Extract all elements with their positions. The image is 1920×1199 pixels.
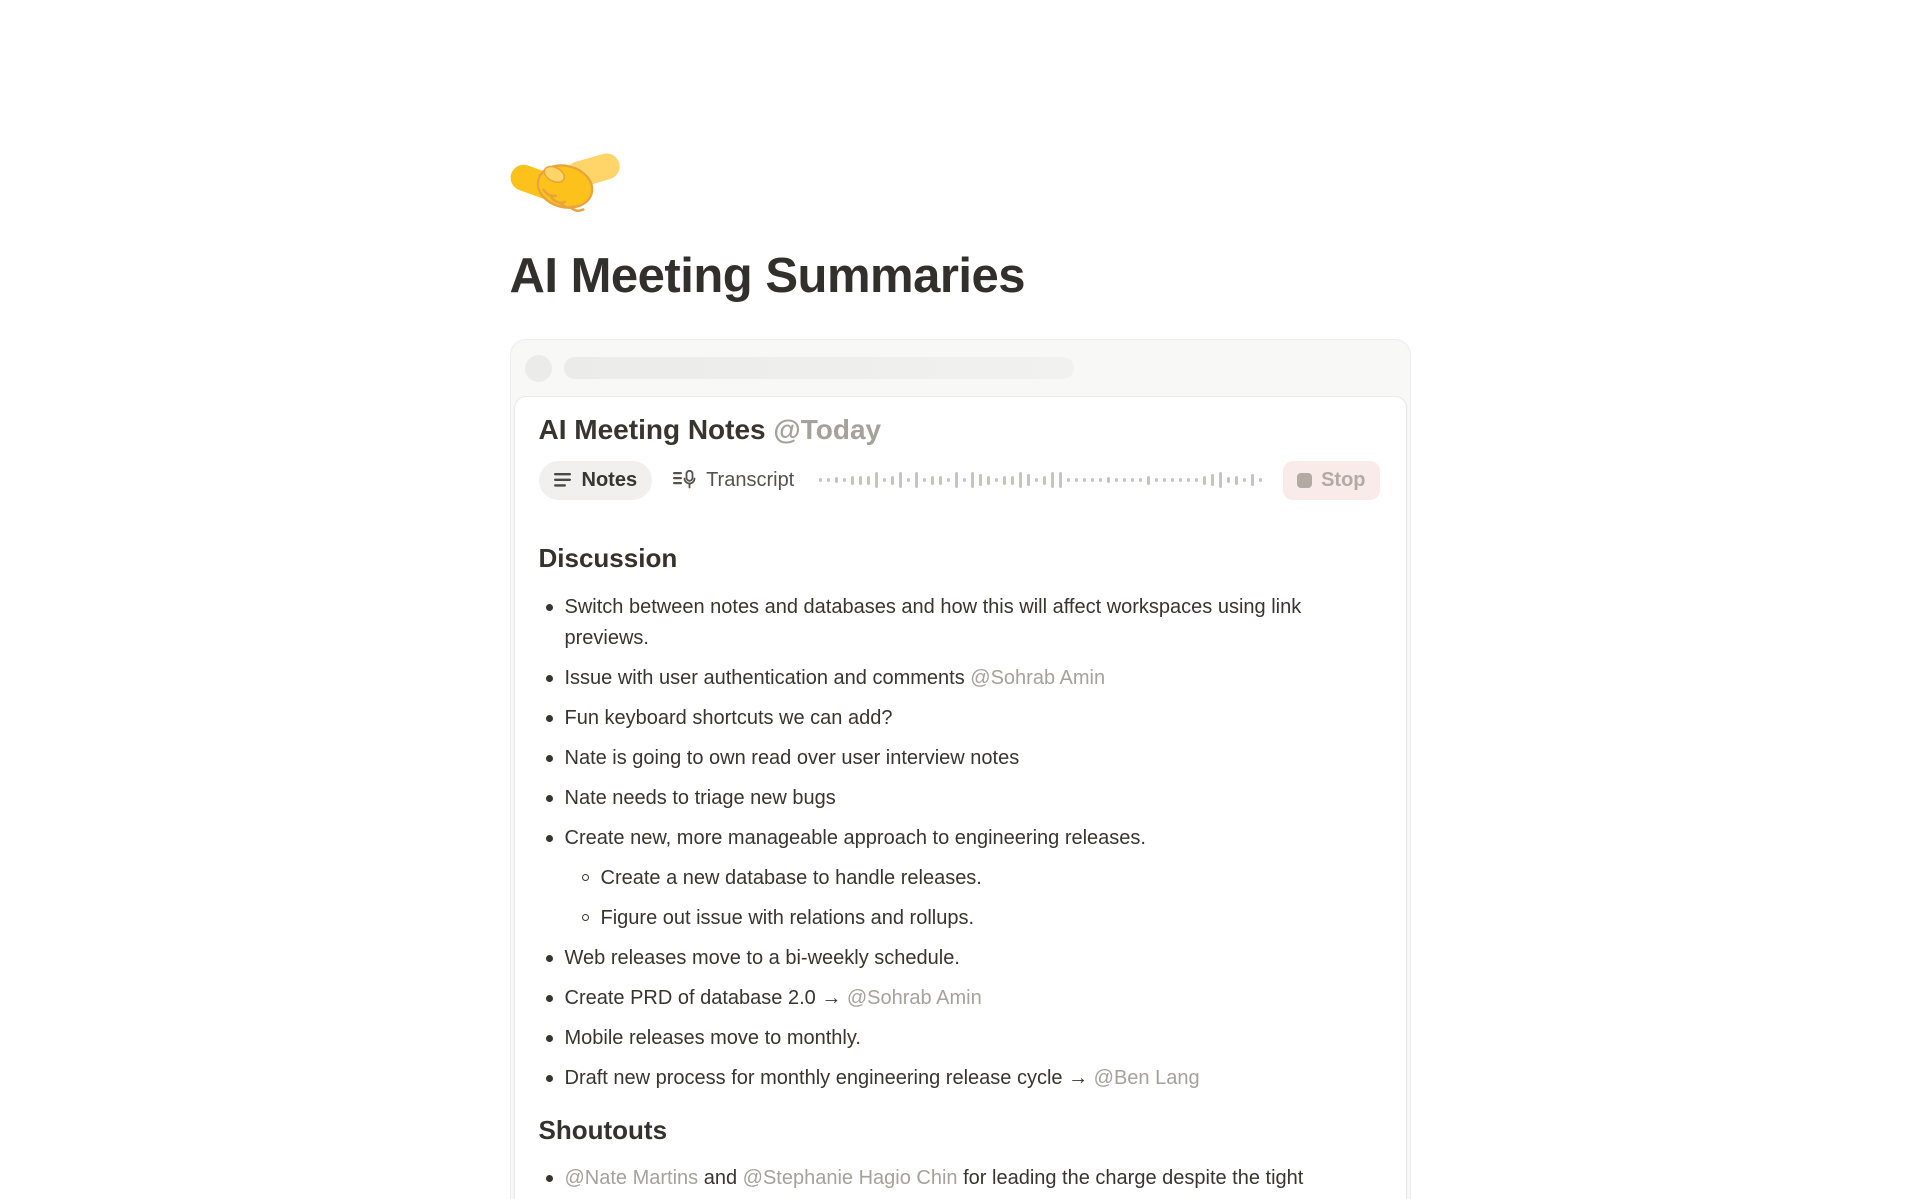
user-mention[interactable]: @Nate Martins	[564, 1167, 699, 1190]
disc-bullet-icon	[539, 663, 565, 694]
wave-bar	[867, 476, 870, 485]
page-icon[interactable]	[510, 136, 1411, 228]
wave-bar	[1163, 478, 1166, 482]
list-item-text	[565, 1063, 1380, 1094]
tab-transcript-label: Transcript	[706, 468, 795, 491]
wave-bar	[1235, 476, 1238, 485]
card-body	[539, 542, 1380, 1198]
transcript-mic-icon	[673, 470, 697, 490]
list-item	[539, 979, 1380, 1018]
audio-waveform	[819, 470, 1265, 490]
list-item-text	[565, 663, 1380, 694]
disc-bullet-icon	[539, 1063, 565, 1094]
wave-bar	[1107, 477, 1110, 483]
list-item-text	[565, 823, 1380, 854]
wave-bar	[1171, 478, 1174, 482]
wave-bar	[1179, 478, 1182, 482]
wave-bar	[859, 476, 862, 485]
wave-bar	[1051, 472, 1054, 488]
text-segment: Create a new database to handle releases.	[600, 866, 982, 889]
list-item-text	[565, 983, 1380, 1014]
wave-bar	[955, 472, 958, 488]
wave-bar	[971, 472, 974, 488]
card-title-text: AI Meeting Notes	[538, 414, 766, 446]
wave-bar	[1059, 472, 1062, 488]
list-item-text	[601, 903, 1380, 934]
user-mention[interactable]: @Sohrab Amin	[970, 666, 1106, 689]
wave-bar	[1211, 474, 1214, 486]
text-segment: Create new, more manageable approach to engineering releases.	[564, 826, 1146, 849]
text-segment: Nate is going to own read over user interview notes	[564, 746, 1020, 769]
wave-bar	[1227, 477, 1230, 483]
wave-bar	[1075, 478, 1078, 482]
circle-bullet-icon	[575, 903, 601, 934]
wave-bar	[1259, 478, 1262, 482]
list-item	[539, 739, 1380, 778]
list-item	[575, 859, 1380, 898]
wave-bar	[987, 476, 990, 485]
wave-bar	[1003, 476, 1006, 485]
page-title: AI Meeting Summaries	[509, 249, 1026, 303]
text-segment: and	[698, 1167, 743, 1190]
wave-bar	[1019, 472, 1022, 488]
wave-bar	[1067, 478, 1070, 482]
wave-bar	[899, 472, 902, 488]
text-segment: Draft new process for monthly engineering release cycle →	[564, 1066, 1094, 1089]
wave-bar	[851, 476, 854, 485]
card-toolbar	[539, 460, 1380, 500]
skeleton-avatar	[525, 355, 552, 382]
list-item-text	[565, 743, 1380, 774]
wave-bar	[1083, 478, 1086, 482]
list-item	[539, 588, 1380, 658]
stop-button-label: Stop	[1321, 468, 1366, 491]
text-segment: Figure out issue with relations and rollups.	[600, 906, 975, 929]
wave-bar	[819, 478, 822, 482]
text-segment: Web releases move to a bi-weekly schedule.	[564, 946, 960, 969]
list-item	[539, 779, 1380, 818]
list-item	[539, 1159, 1380, 1198]
wave-bar	[995, 478, 998, 482]
list-item-text	[565, 1163, 1380, 1194]
wave-bar	[1203, 476, 1206, 485]
meeting-notes-card	[514, 396, 1407, 1199]
disc-bullet-icon	[539, 943, 565, 974]
list-item-text	[565, 592, 1380, 654]
disc-bullet-icon	[539, 823, 565, 854]
text-segment: for leading the charge despite the tight	[957, 1167, 1304, 1190]
list-item	[539, 819, 1380, 858]
handshake-emoji-svg	[510, 136, 620, 228]
wave-bar	[1115, 478, 1118, 482]
skeleton-title-bar	[564, 357, 1074, 379]
disc-bullet-icon	[539, 592, 565, 654]
wave-bar	[963, 478, 966, 482]
text-segment: Mobile releases move to monthly.	[564, 1026, 861, 1049]
text-segment: Issue with user authentication and comments	[564, 666, 971, 689]
wave-bar	[1131, 478, 1134, 482]
list-item-text	[565, 943, 1380, 974]
wave-bar	[907, 478, 910, 482]
disc-bullet-icon	[539, 1023, 565, 1054]
list-item-text	[565, 703, 1380, 734]
tab-notes-label: Notes	[581, 468, 638, 491]
wave-bar	[1219, 472, 1222, 488]
list-item	[575, 899, 1380, 938]
wave-bar	[1091, 478, 1094, 482]
wave-bar	[835, 477, 838, 483]
list-item	[539, 659, 1380, 698]
disc-bullet-icon	[539, 703, 565, 734]
wave-bar	[1027, 474, 1030, 486]
disc-bullet-icon	[539, 1163, 565, 1194]
list-item	[539, 939, 1380, 978]
text-segment: Fun keyboard shortcuts we can add?	[564, 706, 893, 729]
wave-bar	[1043, 476, 1046, 485]
card-title	[539, 412, 1380, 447]
text-segment: Nate needs to triage new bugs	[564, 786, 836, 809]
user-mention[interactable]: @Ben Lang	[1093, 1066, 1200, 1089]
handshake-emoji-icon	[510, 136, 1411, 228]
wave-bar	[931, 476, 934, 485]
wave-bar	[923, 478, 926, 482]
tab-transcript[interactable]	[673, 469, 794, 492]
disc-bullet-icon	[539, 783, 565, 814]
wave-bar	[1195, 478, 1198, 482]
stop-icon	[1297, 473, 1312, 488]
page-column	[510, 136, 1411, 1199]
wave-bar	[891, 476, 894, 485]
text-segment: Create PRD of database 2.0 →	[564, 986, 847, 1009]
section-heading: Discussion	[538, 543, 678, 574]
list-item-text	[565, 1023, 1380, 1054]
wave-bar	[1243, 478, 1246, 482]
wave-bar	[947, 478, 950, 482]
wave-bar	[1147, 476, 1150, 485]
section-heading: Shoutouts	[538, 1114, 668, 1145]
user-mention[interactable]: @Stephanie Hagio Chin	[742, 1167, 958, 1190]
user-mention[interactable]: @Sohrab Amin	[846, 986, 982, 1009]
list-item	[539, 1019, 1380, 1058]
wave-bar	[883, 478, 886, 482]
circle-bullet-icon	[575, 863, 601, 894]
wave-bar	[827, 478, 830, 482]
align-left-icon	[554, 472, 573, 488]
list-item	[539, 1059, 1380, 1098]
disc-bullet-icon	[539, 743, 565, 774]
wave-bar	[979, 474, 982, 486]
stop-recording-button[interactable]	[1283, 461, 1379, 500]
wave-bar	[1011, 476, 1014, 485]
text-segment: Switch between notes and databases and how this will affect workspaces using link previews.	[564, 595, 1302, 649]
wave-bar	[1099, 478, 1102, 482]
wave-bar	[875, 472, 878, 488]
wave-bar	[843, 478, 846, 482]
list-item-text	[601, 863, 1380, 894]
tab-notes[interactable]	[539, 461, 653, 500]
wave-bar	[1035, 478, 1038, 482]
wave-bar	[1251, 474, 1254, 486]
wave-bar	[1187, 478, 1190, 482]
list-item	[539, 699, 1380, 738]
wave-bar	[1155, 478, 1158, 482]
meeting-notes-block	[510, 339, 1411, 1199]
date-mention-today[interactable]: @Today	[773, 414, 882, 446]
list-item-text	[565, 783, 1380, 814]
card-header-skeleton	[511, 340, 1410, 396]
disc-bullet-icon	[539, 983, 565, 1014]
wave-bar	[939, 476, 942, 485]
wave-bar	[1139, 478, 1142, 482]
wave-bar	[915, 472, 918, 488]
wave-bar	[1123, 478, 1126, 482]
